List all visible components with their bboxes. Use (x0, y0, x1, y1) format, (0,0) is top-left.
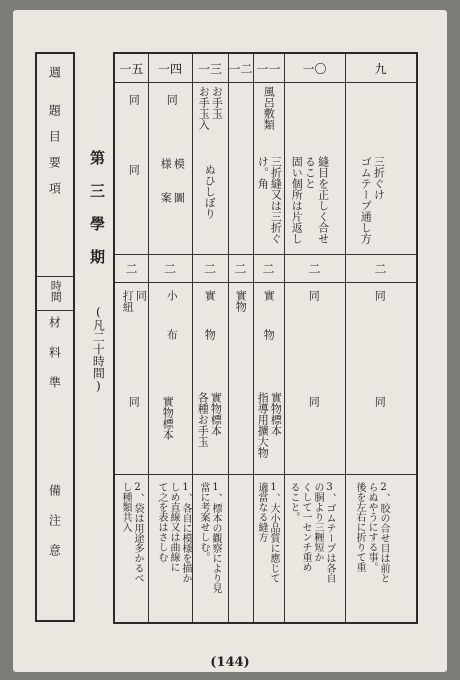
week-12: 一二 (228, 62, 253, 76)
material-15: 同 打紐 (121, 290, 148, 312)
hours-11: 二 (262, 262, 275, 276)
notes-10: 3、ゴムテープは各自 の胴より三糎短か くして一センチ重め ること。 (288, 482, 335, 583)
topic-14: 同 (165, 94, 179, 105)
document-page (13, 10, 447, 672)
semester-note: (凡二十時間) (91, 305, 106, 393)
prep-14: 實物標本 (161, 396, 175, 440)
prep-13: 實物標本 各種お手玉 (196, 392, 223, 447)
hours-10: 二 (308, 262, 321, 276)
content-10: 縫目を正しく合せ ること 固い個所は片返し (290, 156, 330, 244)
curriculum-table (113, 52, 418, 624)
week-11: 一一 (256, 62, 281, 76)
week-13: 一三 (197, 62, 222, 76)
hours-13: 二 (203, 262, 216, 276)
hours-15: 二 (125, 262, 138, 276)
material-11: 實物 (262, 290, 276, 368)
notes-11: 1、大小品質に應じて 適當なる縫方 (256, 482, 279, 583)
content-15: 同 (127, 164, 141, 175)
header-label-week: 週 (47, 66, 62, 78)
week-15: 一五 (119, 62, 144, 76)
week-10: 一〇 (302, 62, 327, 76)
material-14: 小布 (165, 290, 179, 368)
header-label-material: 材料準 (47, 316, 62, 406)
week-9: 九 (374, 62, 387, 76)
notes-9: 2、胶の合せ目は前と らぬやうにする事。 後を左右に折りて重 (354, 482, 389, 583)
semester-title: 第三學期 (88, 150, 106, 282)
prep-15: 同 (127, 396, 141, 407)
notes-15: 2、袋は用途多かるべ し種類共入 (120, 482, 143, 583)
hours-12: 二 (234, 262, 247, 276)
content-11: 三折縫又は三折ぐ け。角 (256, 156, 283, 244)
content-13: ぬひしぼり (203, 164, 217, 219)
topic-13: お手玉 お手玉入 (197, 86, 224, 130)
topic-11: 風呂敷類 (262, 86, 276, 130)
notes-14: 1、各自に模様を描か しめ直線又は曲線に て之を表はさしむ (156, 482, 191, 583)
hours-9: 二 (374, 262, 387, 276)
material-10: 同 (307, 290, 321, 301)
content-9: 三折ぐけ ゴムテープ通し方 (359, 156, 386, 244)
page-number: (144) (210, 655, 250, 670)
material-13: 實物 (203, 290, 217, 368)
notes-13: 1、標本の觀察により見 當に考案せしむ。 (198, 482, 221, 593)
week-14: 一四 (157, 62, 182, 76)
prep-10: 同 (307, 396, 321, 407)
header-label-notes: 備注意 (47, 484, 62, 574)
content-14: 模 圖 様 案 (159, 158, 186, 209)
material-9: 同 (373, 290, 387, 301)
header-label-topic: 題目要項 (47, 104, 62, 208)
topic-15: 同 (127, 94, 141, 105)
prep-9: 同 (373, 396, 387, 407)
material-12: 實物 (234, 290, 248, 312)
prep-11: 實物標本 指導用擴大物 (256, 392, 283, 458)
hours-14: 二 (163, 262, 176, 276)
header-label-column (35, 52, 75, 622)
header-label-hours: 時間 (49, 280, 63, 302)
